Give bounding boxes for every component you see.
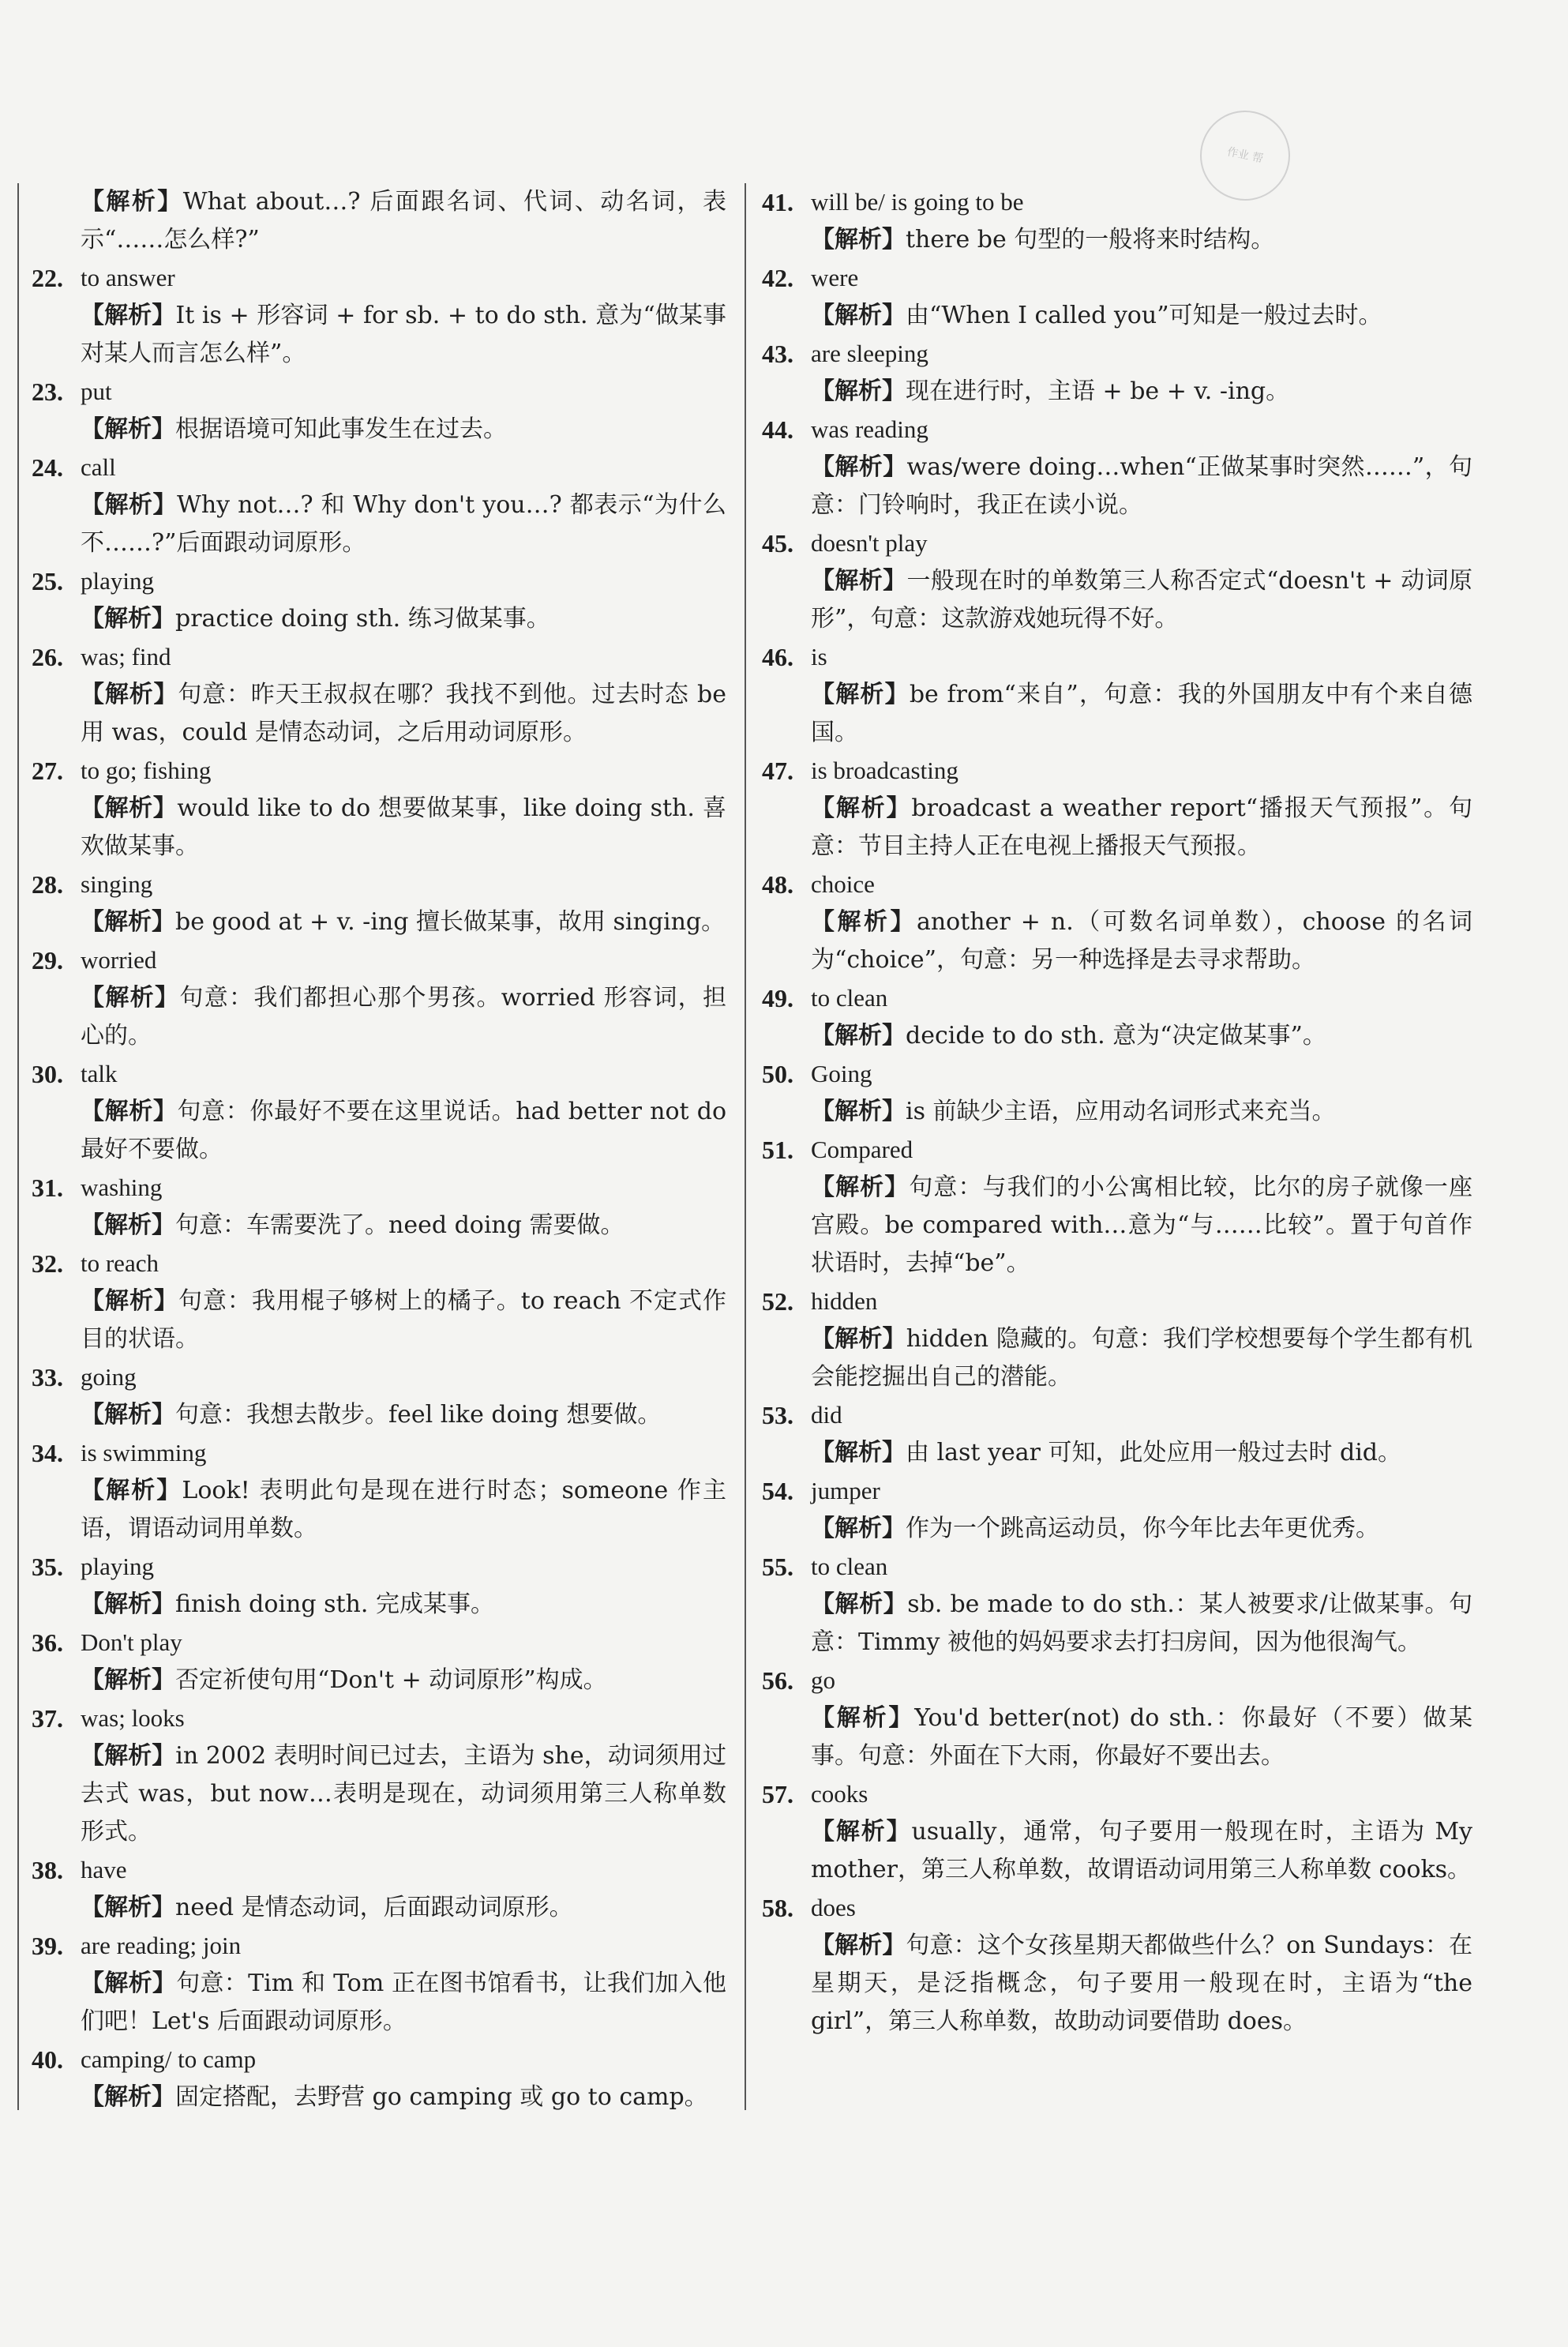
item-number: 41. <box>762 188 793 216</box>
explanation-text: 现在进行时，主语 + be + v. -ing。 <box>906 377 1290 405</box>
explanation-tag: 【解析】 <box>811 453 907 481</box>
answer-item <box>32 638 726 752</box>
explanation-tag: 【解析】 <box>81 1477 182 1504</box>
explanation-tag: 【解析】 <box>811 1515 906 1542</box>
explanation <box>811 562 1472 638</box>
answer-text: to answer <box>81 264 175 291</box>
explanation <box>811 1813 1472 1889</box>
item-number: 40. <box>32 2045 63 2074</box>
item-number: 47. <box>762 757 793 785</box>
explanation-tag: 【解析】 <box>811 1439 906 1466</box>
item-number: 39. <box>32 1932 63 1960</box>
explanation-text: need 是情态动词，后面跟动词原形。 <box>175 1894 573 1921</box>
answer-text: doesn't play <box>811 529 928 557</box>
item-number: 45. <box>762 529 793 558</box>
explanation <box>811 1017 1472 1055</box>
answer-text: are sleeping <box>811 340 928 367</box>
answer-text: is broadcasting <box>811 757 958 784</box>
answer-item <box>32 866 726 941</box>
explanation-tag: 【解析】 <box>81 908 175 936</box>
explanation-tag: 【解析】 <box>81 794 178 822</box>
answer-text: singing <box>81 870 153 898</box>
explanation <box>811 1434 1472 1472</box>
explanation-tag: 【解析】 <box>81 1211 175 1239</box>
left-column <box>32 183 726 2116</box>
explanation-text: finish doing sth. 完成某事。 <box>175 1590 494 1618</box>
explanation-tag: 【解析】 <box>811 1704 915 1732</box>
answer-text: were <box>811 264 859 291</box>
explanation-tag: 【解析】 <box>81 491 177 519</box>
explanation-tag: 【解析】 <box>81 415 175 443</box>
answer-text: was; find <box>81 643 171 670</box>
answer-text: talk <box>81 1060 118 1087</box>
answer-text: to reach <box>81 1249 159 1277</box>
answer-text: jumper <box>811 1477 880 1504</box>
explanation-text: 否定祈使句用“Don't + 动词原形”构成。 <box>175 1666 607 1694</box>
explanation-text: 句意：你最好不要在这里说话。had better not do 最好不要做。 <box>81 1098 726 1163</box>
explanation-tag: 【解析】 <box>81 1742 176 1770</box>
item-number: 52. <box>762 1287 793 1316</box>
answer-item <box>32 1699 726 1851</box>
item-number: 22. <box>32 264 63 292</box>
explanation-text: there be 句型的一般将来时结构。 <box>906 226 1275 253</box>
explanation-text: sb. be made to do sth.：某人被要求/让做某事。句意：Timmy 被他的妈妈要求去打扫房间，因为他很淘气。 <box>811 1590 1473 1656</box>
explanation-text: 句意：我们都担心那个男孩。worried 形容词，担心的。 <box>81 984 727 1050</box>
answer-text: to go; fishing <box>81 757 212 784</box>
item-number: 29. <box>32 946 63 974</box>
explanation <box>811 1169 1472 1282</box>
answer-item <box>762 866 1472 979</box>
explanation-text: hidden 隐藏的。句意：我们学校想要每个学生都有机会能挖掘出自己的潜能。 <box>811 1325 1473 1391</box>
answer-item <box>32 752 726 866</box>
explanation-tag: 【解析】 <box>811 1818 912 1846</box>
answer-text: is <box>811 643 827 670</box>
answer-item <box>762 335 1472 411</box>
item-number: 30. <box>32 1060 63 1088</box>
explanation <box>81 903 726 941</box>
answer-item <box>762 1396 1472 1472</box>
item-number: 46. <box>762 643 793 671</box>
item-number: 51. <box>762 1136 793 1164</box>
explanation <box>81 1965 726 2041</box>
explanation-text: You'd better(not) do sth.：你最好（不要）做某事。句意：外面在下大雨，你最好不要出去。 <box>811 1704 1473 1770</box>
item-number: 48. <box>762 870 793 899</box>
item-number: 27. <box>32 757 63 785</box>
item-number: 50. <box>762 1060 793 1088</box>
explanation-text: 一般现在时的单数第三人称否定式“doesn't + 动词原形”，句意：这款游戏她玩得不好。 <box>811 567 1472 633</box>
explanation-tag: 【解析】 <box>811 1932 906 1959</box>
item-number: 44. <box>762 415 793 444</box>
answer-text: camping/ to camp <box>81 2045 257 2073</box>
answer-text: to clean <box>811 1553 888 1580</box>
item-number: 42. <box>762 264 793 292</box>
item-number: 25. <box>32 567 63 595</box>
explanation <box>81 1662 726 1699</box>
explanation <box>81 297 726 373</box>
intro-explanation <box>32 183 726 259</box>
item-number: 55. <box>762 1553 793 1581</box>
explanation-tag: 【解析】 <box>811 794 912 822</box>
answer-item <box>762 638 1472 752</box>
answer-item <box>32 1548 726 1624</box>
explanation-tag: 【解析】 <box>811 567 907 595</box>
answer-item <box>32 259 726 373</box>
answer-item <box>762 524 1472 638</box>
item-number: 57. <box>762 1780 793 1808</box>
explanation-text: decide to do sth. 意为“决定做某事”。 <box>906 1022 1326 1050</box>
explanation <box>811 1320 1472 1396</box>
explanation <box>811 221 1472 259</box>
item-number: 33. <box>32 1363 63 1391</box>
explanation <box>81 2079 726 2116</box>
answer-text: have <box>81 1856 127 1883</box>
explanation <box>811 1510 1472 1548</box>
answer-item <box>32 2041 726 2116</box>
explanation-tag: 【解析】 <box>81 1098 178 1125</box>
explanation-text: It is + 形容词 + for sb. + to do sth. 意为“做某事对某人而言怎么样”。 <box>81 302 727 367</box>
explanation-tag: 【解析】 <box>811 1022 906 1050</box>
answer-text: cooks <box>811 1780 868 1808</box>
explanation-text: in 2002 表明时间已过去，主语为 she，动词须用过去式 was，but now…表明是现在，动词须用第三人称单数形式。 <box>81 1742 727 1846</box>
explanation-tag: 【解析】 <box>811 1325 906 1353</box>
explanation-text: 句意：昨天王叔叔在哪？我找不到他。过去时态 be 用 was，could 是情态动词，之后用动词原形。 <box>81 681 726 746</box>
answer-item <box>762 1775 1472 1889</box>
answer-item <box>762 1548 1472 1662</box>
answer-item <box>32 1245 726 1358</box>
item-number: 31. <box>32 1174 63 1202</box>
explanation-text: be good at + v. -ing 擅长做某事，故用 singing。 <box>175 908 726 936</box>
answer-text: is swimming <box>81 1439 207 1466</box>
explanation-text: is 前缺少主语，应用动名词形式来充当。 <box>906 1098 1336 1125</box>
item-number: 56. <box>762 1666 793 1695</box>
answer-item <box>32 1169 726 1245</box>
explanation <box>811 1093 1472 1131</box>
explanation <box>811 1699 1472 1775</box>
answer-text: was reading <box>811 415 928 443</box>
answer-text: playing <box>81 567 154 595</box>
answer-item <box>762 1662 1472 1775</box>
item-number: 24. <box>32 453 63 482</box>
explanation-text: practice doing sth. 练习做某事。 <box>175 605 550 633</box>
answer-text: was; looks <box>81 1704 185 1732</box>
explanation-text: usually，通常，句子要用一般现在时，主语为 My mother，第三人称单数，故谓语动词用第三人称单数 cooks。 <box>811 1818 1473 1883</box>
answer-text: to clean <box>811 984 888 1012</box>
explanation-tag: 【解析】 <box>81 1894 175 1921</box>
explanation-tag: 【解析】 <box>81 605 175 633</box>
explanation-text: Why not…? 和 Why don't you…? 都表示“为什么不……?”后面跟动词原形。 <box>81 491 727 557</box>
answer-item <box>762 183 1472 259</box>
explanation-text: another + n.（可数名词单数），choose 的名词为“choice”，句意：另一种选择是去寻求帮助。 <box>811 908 1472 974</box>
explanation-text: 句意：Tim 和 Tom 正在图书馆看书，让我们加入他们吧！Let's 后面跟动词原形。 <box>81 1970 727 2035</box>
item-number: 37. <box>32 1704 63 1733</box>
stamp-text: 作业 帮 <box>1225 145 1265 166</box>
item-number: 43. <box>762 340 793 368</box>
answer-item <box>32 1434 726 1548</box>
explanation <box>81 486 726 562</box>
answer-text: call <box>81 453 116 481</box>
item-number: 26. <box>32 643 63 671</box>
answer-text: put <box>81 377 112 405</box>
explanation-text: 句意：我用棍子够树上的橘子。to reach 不定式作目的状语。 <box>81 1287 727 1353</box>
explanation <box>81 979 726 1055</box>
right-column <box>762 183 1472 2041</box>
answer-item <box>762 259 1472 335</box>
item-number: 34. <box>32 1439 63 1467</box>
explanation <box>811 790 1472 866</box>
answer-item <box>32 1358 726 1434</box>
item-number: 23. <box>32 377 63 406</box>
answer-text: Going <box>811 1060 872 1087</box>
item-number: 35. <box>32 1553 63 1581</box>
explanation-tag: 【解析】 <box>81 302 176 329</box>
answer-text: choice <box>811 870 875 898</box>
left-margin-rule <box>17 183 19 2110</box>
explanation-tag: 【解析】 <box>81 681 178 708</box>
explanation <box>81 1093 726 1169</box>
answer-text: go <box>811 1666 835 1694</box>
answer-item <box>762 411 1472 524</box>
explanation-text: 句意：这个女孩星期天都做些什么？on Sundays：在星期天，是泛指概念，句子要用一般现在时，主语为“the girl”，第三人称单数，故助动词要借助 does。 <box>811 1932 1473 2035</box>
explanation-text: be from“来自”，句意：我的外国朋友中有个来自德国。 <box>811 681 1472 746</box>
explanation <box>81 790 726 866</box>
explanation <box>811 449 1472 524</box>
explanation-tag: 【解析】 <box>811 377 906 405</box>
answer-text: going <box>81 1363 137 1391</box>
answer-item <box>32 1927 726 2041</box>
explanation-text: broadcast a weather report“播报天气预报”。句意：节目主持人正在电视上播报天气预报。 <box>811 794 1472 860</box>
explanation-tag: 【解析】 <box>81 984 180 1012</box>
explanation <box>811 676 1472 752</box>
explanation-tag: 【解析】 <box>811 302 906 329</box>
answer-item <box>762 979 1472 1055</box>
explanation-tag: 【解析】 <box>81 1590 175 1618</box>
explanation <box>811 903 1472 979</box>
explanation-tag: 【解析】 <box>81 1401 175 1429</box>
answer-item <box>32 941 726 1055</box>
column-divider <box>745 183 746 2110</box>
explanation-tag: 【解析】 <box>811 226 906 253</box>
answer-text: hidden <box>811 1287 878 1315</box>
explanation <box>81 1282 726 1358</box>
answer-item <box>762 752 1472 866</box>
explanation-text: What about…? 后面跟名词、代词、动名词，表示“……怎么样?” <box>81 188 726 253</box>
answer-text: worried <box>81 946 157 974</box>
explanation <box>81 1472 726 1548</box>
explanation-text: 作为一个跳高运动员，你今年比去年更优秀。 <box>906 1515 1379 1542</box>
explanation <box>81 1586 726 1624</box>
explanation-tag: 【解析】 <box>811 908 917 936</box>
explanation-text: would like to do 想要做某事，like doing sth. 喜欢做某事。 <box>81 794 727 860</box>
answer-text: washing <box>81 1174 163 1201</box>
explanation-text: was/were doing…when“正做某事时突然……”，句意：门铃响时，我正在读小说。 <box>811 453 1473 519</box>
explanation-tag: 【解析】 <box>81 188 183 216</box>
answer-item <box>762 1889 1472 2041</box>
answer-text: Compared <box>811 1136 913 1163</box>
explanation-tag: 【解析】 <box>81 2083 175 2111</box>
answer-text: will be/ is going to be <box>811 188 1024 216</box>
answer-text: does <box>811 1894 856 1921</box>
answer-text: are reading; join <box>81 1932 242 1959</box>
answer-text: Don't play <box>81 1628 182 1656</box>
explanation-tag: 【解析】 <box>811 1590 908 1618</box>
item-number: 38. <box>32 1856 63 1884</box>
answer-item <box>32 1624 726 1699</box>
explanation <box>811 1586 1472 1662</box>
explanation <box>81 676 726 752</box>
explanation-text: 根据语境可知此事发生在过去。 <box>175 415 507 443</box>
answer-text: playing <box>81 1553 154 1580</box>
explanation-text: 固定搭配，去野营 go camping 或 go to camp。 <box>175 2083 708 2111</box>
answer-item <box>762 1472 1472 1548</box>
explanation-tag: 【解析】 <box>81 1666 175 1694</box>
explanation <box>811 1927 1472 2041</box>
explanation <box>81 1207 726 1245</box>
item-number: 28. <box>32 870 63 899</box>
answer-item <box>32 373 726 449</box>
answer-item <box>32 1055 726 1169</box>
explanation <box>811 373 1472 411</box>
answer-item <box>762 1131 1472 1282</box>
item-number: 53. <box>762 1401 793 1429</box>
item-number: 49. <box>762 984 793 1012</box>
explanation-text: Look! 表明此句是现在进行时态；someone 作主语，谓语动词用单数。 <box>81 1477 727 1542</box>
answer-text: did <box>811 1401 842 1429</box>
explanation <box>811 297 1472 335</box>
explanation-tag: 【解析】 <box>811 681 910 708</box>
explanation-text: 由 last year 可知，此处应用一般过去时 did。 <box>906 1439 1402 1466</box>
explanation <box>81 411 726 449</box>
answer-item <box>762 1282 1472 1396</box>
answer-item <box>32 562 726 638</box>
answer-item <box>32 1851 726 1927</box>
explanation-tag: 【解析】 <box>81 1970 177 1997</box>
item-number: 54. <box>762 1477 793 1505</box>
item-number: 58. <box>762 1894 793 1922</box>
explanation-text: 句意：车需要洗了。need doing 需要做。 <box>175 1211 625 1239</box>
explanation-tag: 【解析】 <box>811 1174 910 1201</box>
answer-item <box>762 1055 1472 1131</box>
explanation <box>81 1737 726 1851</box>
explanation-text: 句意：与我们的小公寓相比较，比尔的房子就像一座宫殿。be compared with…意为“与……比较”。置于句首作状语时，去掉“be”。 <box>811 1174 1473 1277</box>
explanation-text: 由“When I called you”可知是一般过去时。 <box>906 302 1382 329</box>
explanation-tag: 【解析】 <box>811 1098 906 1125</box>
answer-item <box>32 449 726 562</box>
explanation <box>81 1889 726 1927</box>
explanation <box>81 1396 726 1434</box>
item-number: 32. <box>32 1249 63 1278</box>
explanation-tag: 【解析】 <box>81 1287 178 1315</box>
item-number: 36. <box>32 1628 63 1657</box>
explanation <box>81 600 726 638</box>
explanation-text: 句意：我想去散步。feel like doing 想要做。 <box>175 1401 662 1429</box>
